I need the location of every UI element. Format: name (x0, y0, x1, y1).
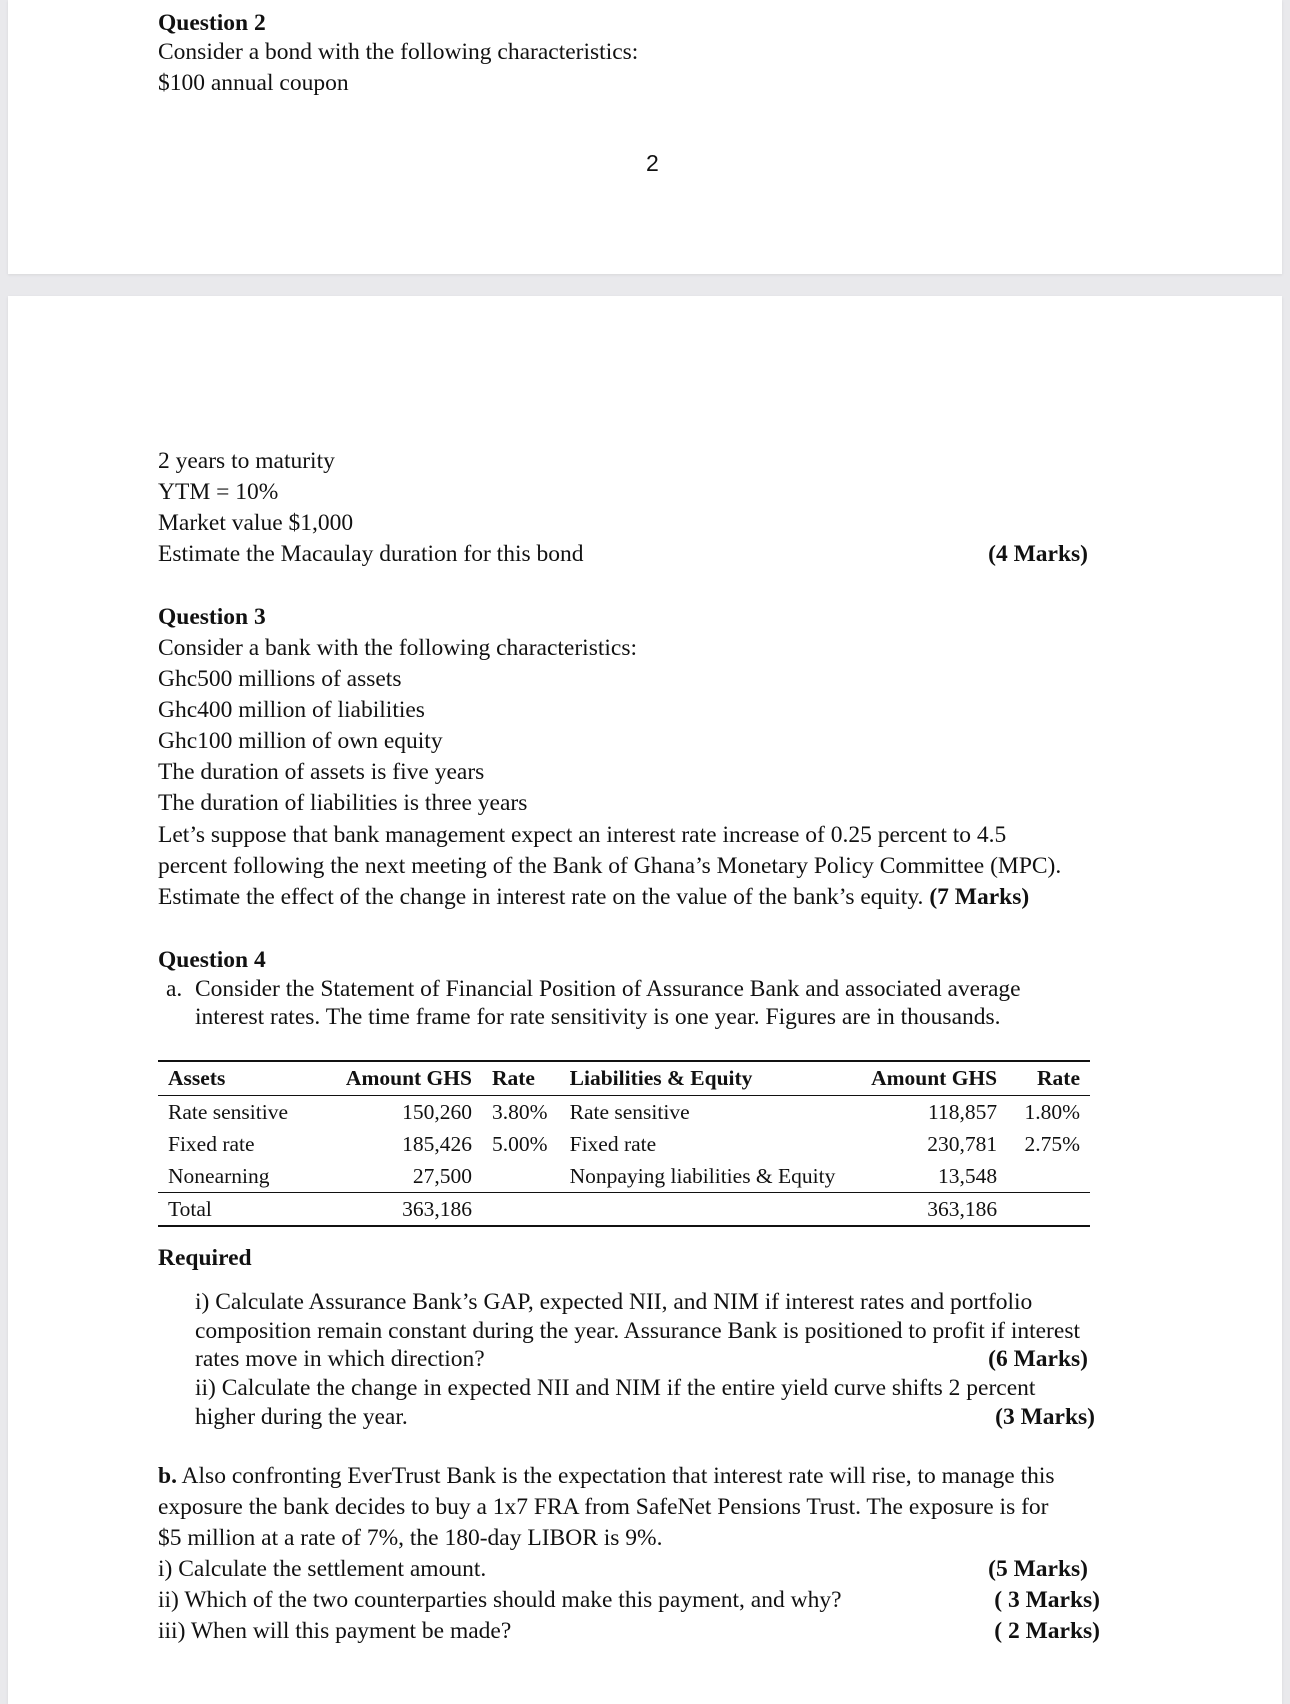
question-2-marks: (4 Marks) (988, 541, 1088, 567)
header-assets: Assets (158, 1061, 324, 1096)
required-i-line1: i) Calculate Assurance Bank’s GAP, expected NII, and NIM if interest rates and portfolio (195, 1289, 1033, 1315)
header-rate-assets: Rate (482, 1061, 560, 1096)
question-2-ytm: YTM = 10% (158, 479, 279, 505)
table-row (158, 1096, 1090, 1129)
table-row (158, 1160, 1090, 1193)
question-4-title: Question 4 (158, 947, 266, 973)
question-4a-label: a. (166, 976, 183, 1002)
required-heading: Required (158, 1245, 252, 1271)
cell (560, 1193, 849, 1227)
cell: Nonearning (168, 1163, 270, 1188)
question-4a-line1: Consider the Statement of Financial Position of Assurance Bank and associated average (195, 976, 1021, 1002)
cell (482, 1160, 560, 1193)
cell: Rate sensitive (168, 1099, 289, 1124)
part-b-label: b. (158, 1463, 177, 1489)
part-b-item-i: i) Calculate the settlement amount. (158, 1556, 487, 1582)
part-b-line2: exposure the bank decides to buy a 1x7 FRA from SafeNet Pensions Trust. The exposure is for (158, 1494, 1049, 1520)
question-3-line: Let’s suppose that bank management expect an interest rate increase of 0.25 percent to 4.5 (158, 822, 1007, 848)
table-header-row (158, 1061, 1090, 1096)
part-b-item-ii: ii) Which of the two counterparties should make this payment, and why? (158, 1587, 842, 1613)
cell: 363,186 (402, 1196, 472, 1221)
question-2-coupon: $100 annual coupon (158, 70, 349, 96)
cell: Fixed rate (569, 1131, 657, 1156)
cell: 118,857 (928, 1099, 998, 1124)
required-i-line2: composition remain constant during the year. Assurance Bank is positioned to profit if interest (195, 1318, 1080, 1344)
question-2-task: Estimate the Macaulay duration for this bond (158, 541, 584, 567)
page-number: 2 (646, 150, 659, 176)
cell: 150,260 (402, 1099, 472, 1124)
cell (482, 1193, 560, 1227)
cell: 363,186 (927, 1196, 998, 1221)
page-1 (8, 0, 1282, 274)
cell: Nonpaying liabilities & Equity (569, 1163, 836, 1188)
required-i-line3: rates move in which direction? (195, 1346, 485, 1372)
question-3-line: Ghc500 millions of assets (158, 666, 402, 692)
financial-position-table (158, 1060, 1090, 1227)
cell (1007, 1193, 1090, 1227)
cell: 3.80% (491, 1099, 548, 1124)
cell: 1.80% (1024, 1099, 1080, 1124)
header-liabilities-equity: Liabilities & Equity (560, 1061, 849, 1096)
question-3-line: Consider a bank with the following characteristics: (158, 635, 638, 661)
part-b-item-iii: iii) When will this payment be made? (158, 1618, 512, 1644)
header-amount-assets: Amount GHS (324, 1061, 482, 1096)
required-i-marks: (6 Marks) (988, 1346, 1088, 1372)
cell: 2.75% (1024, 1131, 1080, 1156)
cell (1007, 1160, 1090, 1193)
part-b-item-iii-marks: ( 2 Marks) (994, 1618, 1100, 1644)
cell: Rate sensitive (569, 1099, 690, 1124)
cell: 185,426 (402, 1131, 472, 1156)
part-b-line1-text: Also confronting EverTrust Bank is the expectation that interest rate will rise, to manage this (181, 1463, 1055, 1489)
header-amount-liabilities: Amount GHS (849, 1061, 1007, 1096)
question-4a-line2: interest rates. The time frame for rate sensitivity is one year. Figures are in thousands. (195, 1004, 1001, 1030)
required-ii-line1: ii) Calculate the change in expected NII and NIM if the entire yield curve shifts 2 percent (195, 1375, 1036, 1401)
header-rate-liabilities: Rate (1007, 1061, 1090, 1096)
part-b-line1 (158, 1461, 1055, 1492)
question-2-intro: Consider a bond with the following characteristics: (158, 39, 639, 65)
cell: 27,500 (412, 1163, 472, 1188)
question-3-line: percent following the next meeting of the Bank of Ghana’s Monetary Policy Committee (MPC). (158, 853, 1062, 879)
cell: Total (168, 1196, 212, 1221)
part-b-line3: $5 million at a rate of 7%, the 180-day LIBOR is 9%. (158, 1525, 663, 1551)
question-3-marks: (7 Marks) (929, 884, 1030, 910)
question-3-line: The duration of assets is five years (158, 759, 485, 785)
question-3-line: Ghc400 million of liabilities (158, 697, 425, 723)
required-ii-line2: higher during the year. (195, 1404, 408, 1430)
question-2-market-value: Market value $1,000 (158, 510, 354, 536)
table-total-row (158, 1193, 1090, 1227)
question-3-line: Ghc100 million of own equity (158, 728, 443, 754)
question-3-line: The duration of liabilities is three years (158, 790, 528, 816)
question-3-task-text: Estimate the effect of the change in interest rate on the value of the bank’s equity. (158, 884, 924, 910)
part-b-item-i-marks: (5 Marks) (988, 1556, 1088, 1582)
cell: Fixed rate (168, 1131, 255, 1156)
cell: 5.00% (491, 1131, 548, 1156)
question-3-title: Question 3 (158, 604, 266, 630)
cell: 230,781 (927, 1131, 998, 1156)
question-2-title: Question 2 (158, 10, 266, 36)
part-b-item-ii-marks: ( 3 Marks) (994, 1587, 1100, 1613)
question-2-maturity: 2 years to maturity (158, 448, 335, 474)
table-row (158, 1128, 1090, 1160)
question-3-task (158, 882, 1029, 913)
required-ii-marks: (3 Marks) (995, 1404, 1095, 1430)
cell: 13,548 (937, 1163, 998, 1188)
